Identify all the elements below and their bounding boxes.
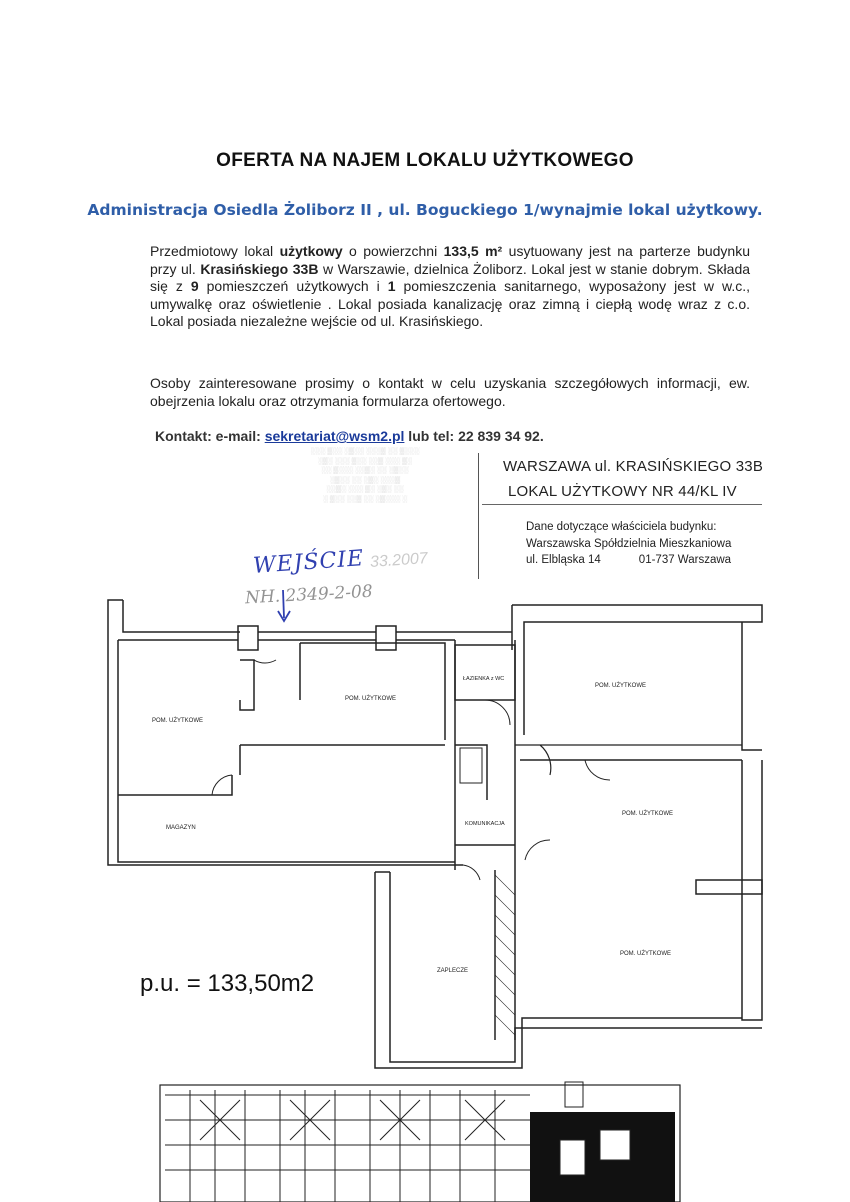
p1-text-6: pomieszczenia sanitarnego, wyposażony jest w w.c., umywalkę oraz oświetlenie . Lokal posiada kanalizację oraz zimną i ciepłą wodę wraz z c.o. Lokal posiada niezależne wejście od ul. Krasińskiego.: [150, 278, 751, 330]
wall-right-side-1: [742, 622, 762, 750]
window-frame-3: [696, 880, 762, 894]
page-title: OFERTA NA NAJEM LOKALU UŻYTKOWEGO: [216, 150, 634, 171]
p1-text-5: pomieszczeń użytkowych i: [198, 278, 388, 295]
faded-stamp: ░░░ ▒░░ ░▒░░ ░░░▒ ░░ ▒░░░ ░▒░ ░░░ ▒░░ ░░▒ ░░░ ▒░ ░░ ▒░░░ ░░▒░ ░░ ░▒░░ ░▒░░ ░░ ░▒░ ░░░▒ ░░▒░ ░░░ ▒░ ░▒░ ░░ ░ ▒░░ ░░▒ ░░ ░▒░░░ ░: [310, 448, 420, 503]
partition-1: [240, 660, 254, 710]
wall-left-top: [123, 600, 240, 632]
room-label-1: POM. UŻYTKOWE: [152, 718, 203, 724]
entrance-arrow: [283, 590, 284, 618]
partition-2: [300, 643, 445, 740]
contact-middle: lub: [404, 428, 434, 444]
p1-text-3: usytuowany jest na parterze budynku przy ul.: [150, 243, 750, 277]
window-frame-2: [376, 626, 396, 650]
p1-bold-usage: użytkowy: [279, 243, 343, 259]
page-subtitle: Administracja Osiedla Żoliborz II , ul. Boguckiego 1/wynajmie lokal użytkowy.: [87, 201, 763, 219]
email-link[interactable]: sekretariat@wsm2.pl: [264, 428, 405, 444]
door-swing-5: [525, 840, 550, 860]
room-label-2: POM. UŻYTKOWE: [345, 696, 396, 702]
room-label-7: KOMUNIKACJA: [465, 821, 505, 827]
room-label-4: POM. UŻYTKOWE: [595, 683, 646, 689]
door-swing-4: [585, 760, 610, 780]
shaft: [460, 748, 482, 783]
window-frame-1: [238, 626, 258, 650]
room-label-8: ZAPLECZE: [437, 968, 469, 974]
zaplecze-corridor: [495, 870, 515, 1040]
door-swing-3: [485, 700, 510, 725]
room-label-3: ŁAZIENKA z WC: [463, 676, 505, 682]
infobox-address: WARSZAWA ul. KRASIŃSKIEGO 33B: [503, 458, 764, 475]
handwritten-note: NH. 2349-2-08: [244, 581, 374, 609]
wall-right-top: [512, 605, 762, 735]
tel-number: 22 839 34 92.: [458, 428, 544, 444]
owner-street: ul. Elbląska 14: [526, 554, 601, 566]
p1-text-4: w Warszawie, dzielnica Żoliborz. Lokal jest w stanie dobrym. Składa się z: [150, 260, 751, 295]
entrance-faded-date: 33.2007: [369, 550, 429, 571]
door-swing-6: [463, 865, 480, 880]
p1-bold-area: 133,5 m²: [443, 243, 503, 259]
wall-zaplecze-inner: [375, 872, 762, 1062]
owner-name: Warszawska Spółdzielnia Mieszkaniowa: [526, 537, 732, 550]
door-swing-1: [254, 660, 276, 663]
corridor-walls: [455, 640, 515, 870]
p1-bold-rooms: 9: [190, 278, 199, 295]
p1-bold-sanitary: 1: [387, 278, 396, 295]
corridor-hatch: [495, 875, 515, 1035]
room-label-6: POM. UŻYTKOWE: [622, 811, 673, 817]
infobox-unit: LOKAL UŻYTKOWY NR 44/KL IV: [508, 483, 737, 500]
door-swing-2: [212, 775, 232, 795]
owner-label: Dane dotyczące właściciela budynku:: [526, 521, 717, 533]
contact-prefix: Kontakt: e-mail:: [155, 428, 265, 444]
p1-text-1: Przedmiotowy lokal: [150, 243, 280, 259]
p1-bold-address: Krasińskiego 33B: [200, 260, 319, 277]
owner-zip: 01-737 Warszawa: [638, 554, 732, 566]
area-label: p.u. = 133,50m2: [140, 970, 315, 997]
wall-right-side-2: [742, 760, 762, 1020]
room-label-5: MAGAZYN: [166, 825, 196, 831]
partition-3: [240, 745, 445, 775]
contact-paragraph: Osoby zainteresowane prosimy o kontakt w celu uzyskania szczegółowych informacji, ew. obejrzenia lokalu oraz otrzymania formularza ofertowego.: [150, 375, 750, 409]
wall-zaplecze-outer: [375, 872, 742, 1068]
wall-top-mid: [258, 632, 376, 640]
entrance-annotation: WEJŚCIE: [252, 546, 365, 579]
room-label-9: POM. UŻYTKOWE: [620, 951, 671, 957]
bathroom-box: [455, 645, 515, 700]
building-strip: [160, 1082, 680, 1202]
p1-text-2: o powierzchni: [342, 243, 444, 259]
wall-top-right: [396, 632, 512, 640]
tel-label: tel:: [433, 428, 459, 444]
